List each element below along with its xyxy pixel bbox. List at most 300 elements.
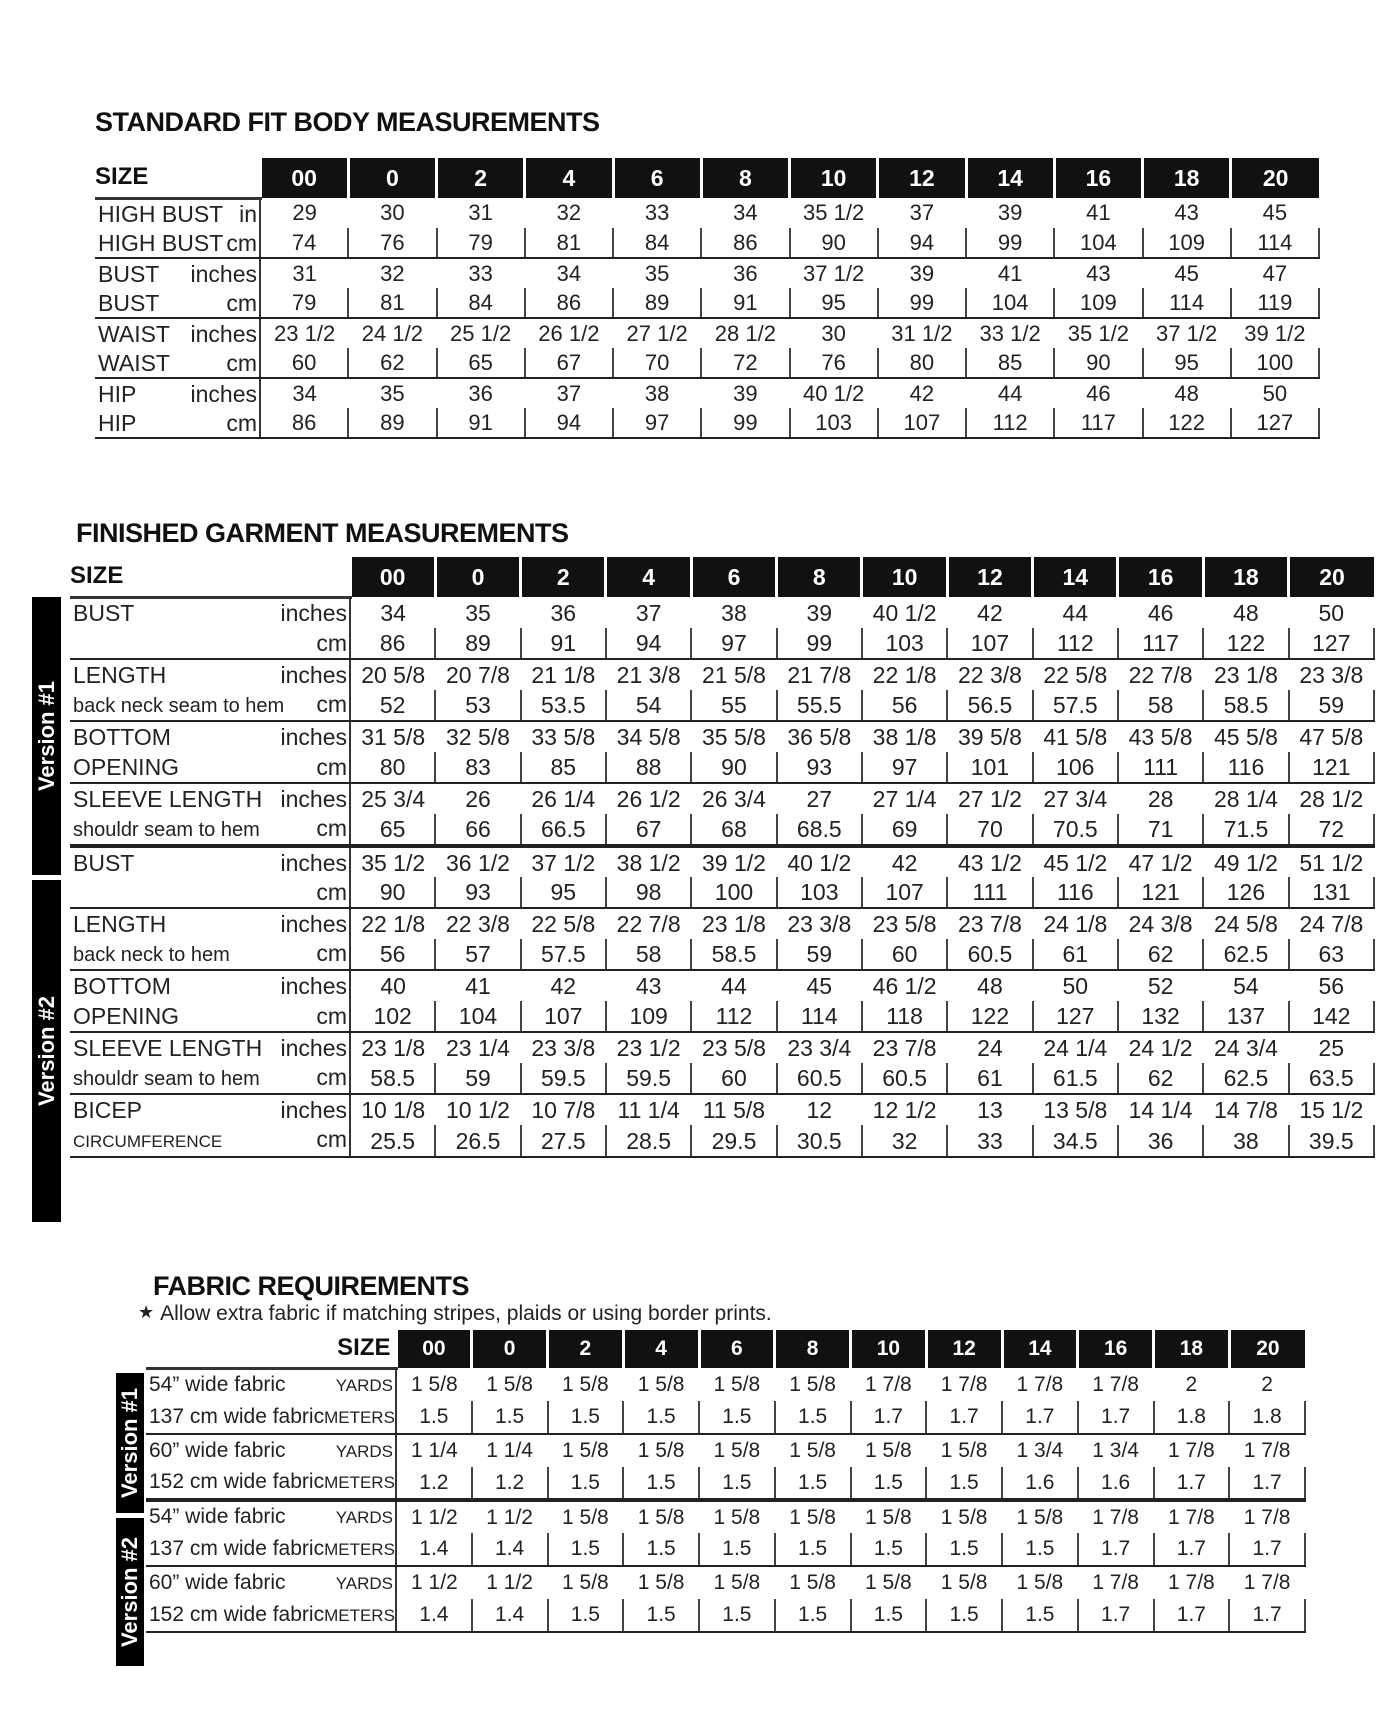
value-cell: 91 [521, 628, 606, 659]
value-cell: 35 5/8 [702, 724, 766, 750]
value-cell: 1.7 [1154, 1533, 1230, 1566]
value-cell: 117 [1054, 408, 1142, 438]
unit-label: YARDS [335, 1573, 393, 1593]
value-cell: 1 7/8 [1092, 1571, 1139, 1594]
value-cell: 62 [348, 348, 436, 378]
size-header-10: 10 [862, 557, 947, 597]
value-cell: 46 [1086, 380, 1111, 406]
value-cell: 86 [260, 408, 348, 438]
value-cell: 1.5 [775, 1467, 851, 1500]
unit-label: inches [280, 1097, 347, 1123]
size-header-2: 2 [548, 1330, 624, 1368]
value-cell: 1.5 [623, 1401, 699, 1434]
value-cell: 26 3/4 [702, 786, 766, 812]
measure-name: SLEEVE LENGTH [73, 1035, 263, 1061]
size-header-0: 0 [472, 1330, 548, 1368]
data-row [70, 970, 1374, 1001]
value-cell: 39 [997, 200, 1023, 225]
value-cell: 107 [878, 408, 966, 438]
value-cell: 28 [1147, 786, 1174, 812]
value-cell: 1 5/8 [713, 1372, 761, 1396]
value-cell: 27.5 [521, 1125, 606, 1157]
value-cell: 1.8 [1154, 1401, 1230, 1434]
value-cell: 50 [1262, 380, 1288, 406]
value-cell: 1.5 [851, 1533, 927, 1566]
size-header-00: 00 [260, 158, 348, 198]
value-cell: 24 7/8 [1299, 911, 1364, 937]
value-cell: 1.6 [1002, 1467, 1078, 1500]
value-cell: 112 [691, 1001, 776, 1032]
value-cell: 39 [733, 380, 758, 406]
unit-label: METERS [324, 1539, 395, 1559]
size-header-18: 18 [1154, 1330, 1230, 1368]
row-label [146, 1599, 396, 1632]
row-label [70, 628, 350, 659]
value-cell: 23 3/4 [787, 1035, 852, 1061]
value-cell: 109 [1054, 288, 1142, 318]
version-1-band: Version #1 [32, 597, 61, 875]
size-header-0: 0 [348, 158, 436, 198]
size-header-8: 8 [777, 557, 862, 597]
value-cell: 1.4 [472, 1599, 548, 1632]
size-header-row [70, 557, 1374, 597]
value-cell: 1 7/8 [1243, 1571, 1291, 1594]
value-cell: 101 [947, 752, 1032, 783]
unit-label: cm [226, 409, 257, 436]
value-cell: 1 1/4 [396, 1434, 472, 1467]
value-cell: 41 [1086, 200, 1111, 225]
value-cell: 35 1/2 [803, 200, 865, 225]
value-cell: 42 [550, 973, 577, 999]
data-row [70, 908, 1374, 939]
value-cell: 97 [691, 628, 776, 659]
measure-name: BOTTOM [73, 973, 171, 999]
size-header-18: 18 [1203, 557, 1288, 597]
value-cell: 1.7 [1229, 1533, 1305, 1566]
value-cell: 1.7 [1229, 1467, 1305, 1500]
value-cell: 36 5/8 [787, 724, 852, 750]
value-cell: 49 1/2 [1213, 849, 1278, 876]
unit-label: cm [226, 289, 257, 316]
fabric-requirements-title: FABRIC REQUIREMENTS [153, 1271, 470, 1301]
value-cell: 59.5 [521, 1063, 606, 1094]
value-cell: 38 [1203, 1125, 1288, 1157]
data-row [70, 939, 1374, 970]
value-cell: 121 [1118, 877, 1203, 908]
value-cell: 1 7/8 [1016, 1372, 1064, 1396]
size-header-12: 12 [878, 158, 966, 198]
value-cell: 42 [891, 849, 918, 876]
value-cell: 76 [348, 228, 436, 258]
value-cell: 23 1/8 [350, 1032, 435, 1063]
value-cell: 60 [862, 939, 947, 970]
value-cell: 90 [1054, 348, 1142, 378]
value-cell: 35 [465, 599, 491, 626]
value-cell: 1.5 [699, 1401, 775, 1434]
row-label [70, 1125, 350, 1157]
value-cell: 48 [1233, 599, 1259, 626]
value-cell: 12 [806, 1097, 833, 1123]
value-cell: 89 [435, 628, 520, 659]
value-cell: 50 [1318, 599, 1345, 626]
value-cell: 58.5 [691, 939, 776, 970]
value-cell: 93 [435, 877, 520, 908]
value-cell: 37 1/2 [1156, 320, 1218, 346]
size-header-12: 12 [926, 1330, 1002, 1368]
value-cell: 122 [1143, 408, 1231, 438]
value-cell: 79 [260, 288, 348, 318]
value-cell: 1 5/8 [562, 1505, 609, 1529]
value-cell: 1.7 [926, 1401, 1002, 1434]
data-row [146, 1368, 1305, 1401]
size-header-8: 8 [775, 1330, 851, 1368]
data-row [146, 1500, 1305, 1533]
data-row [95, 348, 1319, 378]
value-cell: 52 [350, 690, 435, 721]
value-cell: 97 [862, 752, 947, 783]
value-cell: 1 7/8 [940, 1372, 988, 1396]
value-cell: 53 [435, 690, 520, 721]
data-row [70, 1032, 1374, 1063]
row-label [70, 690, 350, 721]
value-cell: 22 7/8 [616, 911, 681, 937]
value-cell: 91 [437, 408, 525, 438]
value-cell: 1 1/2 [486, 1505, 533, 1529]
value-cell: 107 [521, 1001, 606, 1032]
value-cell: 24 1/2 [361, 320, 423, 346]
value-cell: 56 [350, 939, 435, 970]
row-label [95, 228, 260, 258]
data-row [95, 378, 1319, 408]
measure-name: BICEP [73, 1097, 143, 1123]
value-cell: 58.5 [350, 1063, 435, 1094]
value-cell: 1 1/2 [396, 1566, 472, 1599]
value-cell: 1.5 [623, 1533, 699, 1566]
value-cell: 1 5/8 [637, 1505, 685, 1529]
value-cell: 39 1/2 [702, 849, 766, 876]
value-cell: 45 5/8 [1213, 724, 1278, 750]
data-row [95, 198, 1319, 228]
measure-name: HIP [98, 380, 137, 407]
value-cell: 99 [966, 228, 1054, 258]
measure-name: OPENING [73, 754, 180, 780]
value-cell: 1 5/8 [562, 1571, 609, 1594]
value-cell: 56 [862, 690, 947, 721]
value-cell: 58.5 [1203, 690, 1288, 721]
value-cell: 20 7/8 [446, 662, 510, 688]
value-cell: 142 [1289, 1001, 1374, 1032]
measure-name: SLEEVE LENGTH [73, 786, 263, 812]
data-row [70, 659, 1374, 690]
value-cell: 22 5/8 [1043, 662, 1108, 688]
value-cell: 53.5 [521, 690, 606, 721]
unit-label: cm [316, 630, 347, 656]
value-cell: 32 5/8 [446, 724, 510, 750]
measure-name: 60” wide fabric [149, 1438, 286, 1462]
value-cell: 34 [733, 200, 758, 225]
value-cell: 24 1/4 [1043, 1035, 1108, 1061]
row-label [95, 378, 260, 408]
unit-label: cm [316, 1064, 347, 1090]
value-cell: 43 [1174, 200, 1199, 225]
measure-name: shouldr seam to hem [73, 819, 260, 841]
size-header-0: 0 [435, 557, 520, 597]
fabric-note [138, 1302, 772, 1326]
value-cell: 48 [977, 973, 1003, 999]
size-header-10: 10 [851, 1330, 927, 1368]
value-cell: 56 [1318, 973, 1345, 999]
value-cell: 27 1/2 [626, 320, 688, 346]
value-cell: 1 3/4 [1092, 1439, 1139, 1462]
value-cell: 1 1/2 [396, 1500, 472, 1533]
value-cell: 24 1/8 [1043, 911, 1108, 937]
unit-label: YARDS [335, 1508, 393, 1527]
fabric-version-2-band: Version #2 [116, 1518, 144, 1666]
data-row [70, 1063, 1374, 1094]
value-cell: 23 1/8 [1213, 662, 1278, 688]
value-cell: 109 [606, 1001, 691, 1032]
value-cell: 25 1/2 [450, 320, 512, 346]
value-cell: 39.5 [1289, 1125, 1374, 1157]
value-cell: 67 [525, 348, 613, 378]
value-cell: 2 [1261, 1372, 1273, 1396]
size-header-00: 00 [350, 557, 435, 597]
value-cell: 1.4 [396, 1533, 472, 1566]
value-cell: 95 [521, 877, 606, 908]
row-label [95, 348, 260, 378]
value-cell: 46 1/2 [872, 973, 937, 999]
value-cell: 60 [260, 348, 348, 378]
value-cell: 35 [380, 380, 405, 406]
value-cell: 112 [1033, 628, 1118, 659]
row-label [70, 783, 350, 814]
row-label [70, 752, 350, 783]
value-cell: 23 1/2 [260, 318, 348, 348]
value-cell: 39 1/2 [1244, 320, 1306, 346]
value-cell: 1.5 [623, 1599, 699, 1632]
value-cell: 23 3/8 [1299, 662, 1364, 688]
value-cell: 33 [644, 200, 670, 225]
value-cell: 12 1/2 [872, 1097, 937, 1123]
value-cell: 85 [521, 752, 606, 783]
value-cell: 27 [806, 786, 833, 812]
value-cell: 29 [260, 198, 348, 228]
value-cell: 71 [1118, 814, 1203, 846]
value-cell: 45 [1262, 200, 1288, 225]
size-header-20: 20 [1231, 158, 1319, 198]
value-cell: 1.7 [1229, 1599, 1305, 1632]
unit-label: YARDS [335, 1441, 393, 1461]
row-label [146, 1467, 396, 1500]
value-cell: 94 [878, 228, 966, 258]
value-cell: 36 [733, 260, 758, 286]
value-cell: 104 [1054, 228, 1142, 258]
value-cell: 99 [777, 628, 862, 659]
unit-label: METERS [324, 1473, 395, 1492]
data-row [70, 783, 1374, 814]
value-cell: 70 [947, 814, 1032, 846]
value-cell: 103 [862, 628, 947, 659]
value-cell: 117 [1118, 628, 1203, 659]
standard-fit-table [95, 158, 1320, 439]
value-cell: 22 3/8 [446, 911, 510, 937]
size-header-18: 18 [1143, 158, 1231, 198]
value-cell: 1 1/2 [486, 1571, 533, 1594]
value-cell: 95 [790, 288, 878, 318]
value-cell: 84 [437, 288, 525, 318]
size-label: SIZE [95, 158, 260, 198]
unit-label: inches [280, 724, 347, 750]
value-cell: 1 3/4 [1016, 1439, 1064, 1462]
value-cell: 81 [348, 288, 436, 318]
data-row [70, 690, 1374, 721]
row-label [146, 1500, 396, 1533]
data-row [146, 1467, 1305, 1500]
value-cell: 1 7/8 [1168, 1439, 1215, 1462]
value-cell: 1.7 [1078, 1599, 1154, 1632]
data-row [95, 318, 1319, 348]
value-cell: 111 [1118, 752, 1203, 783]
value-cell: 114 [777, 1001, 862, 1032]
value-cell: 100 [1231, 348, 1319, 378]
value-cell: 81 [525, 228, 613, 258]
value-cell: 132 [1118, 1001, 1203, 1032]
value-cell: 1.5 [775, 1599, 851, 1632]
unit-label: METERS [324, 1605, 395, 1625]
value-cell: 58 [606, 939, 691, 970]
value-cell: 1.5 [775, 1401, 851, 1434]
value-cell: 23 1/2 [616, 1035, 681, 1061]
value-cell: 1.5 [851, 1467, 927, 1500]
value-cell: 24 3/4 [1213, 1035, 1278, 1061]
value-cell: 33 1/2 [979, 320, 1041, 346]
value-cell: 109 [1143, 228, 1231, 258]
value-cell: 1.5 [1002, 1599, 1078, 1632]
measure-name: HIGH BUST [98, 200, 224, 227]
value-cell: 1 5/8 [940, 1505, 988, 1529]
value-cell: 1.5 [851, 1599, 927, 1632]
row-label [146, 1566, 396, 1599]
value-cell: 72 [701, 348, 789, 378]
value-cell: 30 [380, 200, 405, 225]
value-cell: 47 5/8 [1299, 724, 1364, 750]
value-cell: 1.7 [1078, 1401, 1154, 1434]
value-cell: 38 [644, 380, 670, 406]
value-cell: 48 [1174, 380, 1199, 406]
value-cell: 1.5 [699, 1533, 775, 1566]
value-cell: 28 1/4 [1213, 786, 1278, 812]
row-label [70, 908, 350, 939]
value-cell: 11 5/8 [702, 1097, 766, 1123]
value-cell: 1.7 [1002, 1401, 1078, 1434]
value-cell: 1.5 [472, 1401, 548, 1434]
value-cell: 80 [878, 348, 966, 378]
unit-label: cm [316, 1003, 347, 1029]
value-cell: 51 1/2 [1299, 849, 1364, 876]
row-label [70, 721, 350, 752]
value-cell: 127 [1231, 408, 1319, 438]
value-cell: 1.5 [548, 1401, 624, 1434]
value-cell: 1.2 [472, 1467, 548, 1500]
value-cell: 63 [1289, 939, 1374, 970]
value-cell: 91 [701, 288, 789, 318]
value-cell: 37 1/2 [531, 849, 596, 876]
measure-name: 152 cm wide fabric [149, 1470, 325, 1493]
value-cell: 32 [862, 1125, 947, 1157]
unit-label: inches [190, 260, 257, 287]
unit-label: inches [280, 849, 347, 876]
value-cell: 62.5 [1203, 939, 1288, 970]
value-cell: 88 [606, 752, 691, 783]
data-row [146, 1533, 1305, 1566]
unit-label: inches [190, 320, 257, 347]
value-cell: 13 [977, 1097, 1003, 1123]
value-cell: 28.5 [606, 1125, 691, 1157]
data-row [70, 1001, 1374, 1032]
data-row [70, 628, 1374, 659]
value-cell: 1.7 [1154, 1599, 1230, 1632]
value-cell: 79 [437, 228, 525, 258]
value-cell: 98 [606, 877, 691, 908]
value-cell: 1.7 [851, 1401, 927, 1434]
value-cell: 33 [468, 260, 493, 286]
value-cell: 28 1/2 [714, 320, 776, 346]
data-row [146, 1599, 1305, 1632]
value-cell: 35 [644, 260, 670, 286]
value-cell: 1.5 [396, 1401, 472, 1434]
measure-name: BOTTOM [73, 724, 171, 750]
value-cell: 1 5/8 [713, 1439, 761, 1462]
value-cell: 103 [790, 408, 878, 438]
value-cell: 89 [348, 408, 436, 438]
row-label [95, 198, 260, 228]
value-cell: 42 [977, 599, 1003, 626]
value-cell: 65 [350, 814, 435, 846]
row-label [70, 939, 350, 970]
value-cell: 62 [1118, 1063, 1203, 1094]
value-cell: 89 [613, 288, 701, 318]
value-cell: 44 [1062, 599, 1089, 626]
value-cell: 31 1/2 [891, 320, 953, 346]
size-header-12: 12 [947, 557, 1032, 597]
measure-name: 54” wide fabric [149, 1372, 286, 1396]
value-cell: 59 [777, 939, 862, 970]
row-label [146, 1401, 396, 1434]
value-cell: 112 [966, 408, 1054, 438]
value-cell: 85 [966, 348, 1054, 378]
size-label: SIZE [70, 557, 350, 597]
data-row [95, 288, 1319, 318]
value-cell: 1.7 [1078, 1533, 1154, 1566]
unit-label: inches [280, 786, 347, 812]
value-cell: 1 5/8 [789, 1505, 836, 1529]
value-cell: 44 [997, 380, 1023, 406]
value-cell: 62 [1118, 939, 1203, 970]
data-row [146, 1434, 1305, 1467]
row-label [70, 597, 350, 628]
row-label [70, 1063, 350, 1094]
value-cell: 86 [701, 228, 789, 258]
measure-name: 152 cm wide fabric [149, 1602, 325, 1626]
value-cell: 34 [260, 378, 348, 408]
value-cell: 39 [806, 599, 833, 626]
value-cell: 23 3/8 [531, 1035, 596, 1061]
value-cell: 1 5/8 [865, 1439, 912, 1462]
fabric-requirements-table [146, 1330, 1306, 1633]
value-cell: 34.5 [1033, 1125, 1118, 1157]
value-cell: 40 1/2 [803, 380, 865, 406]
unit-label: METERS [324, 1407, 395, 1427]
